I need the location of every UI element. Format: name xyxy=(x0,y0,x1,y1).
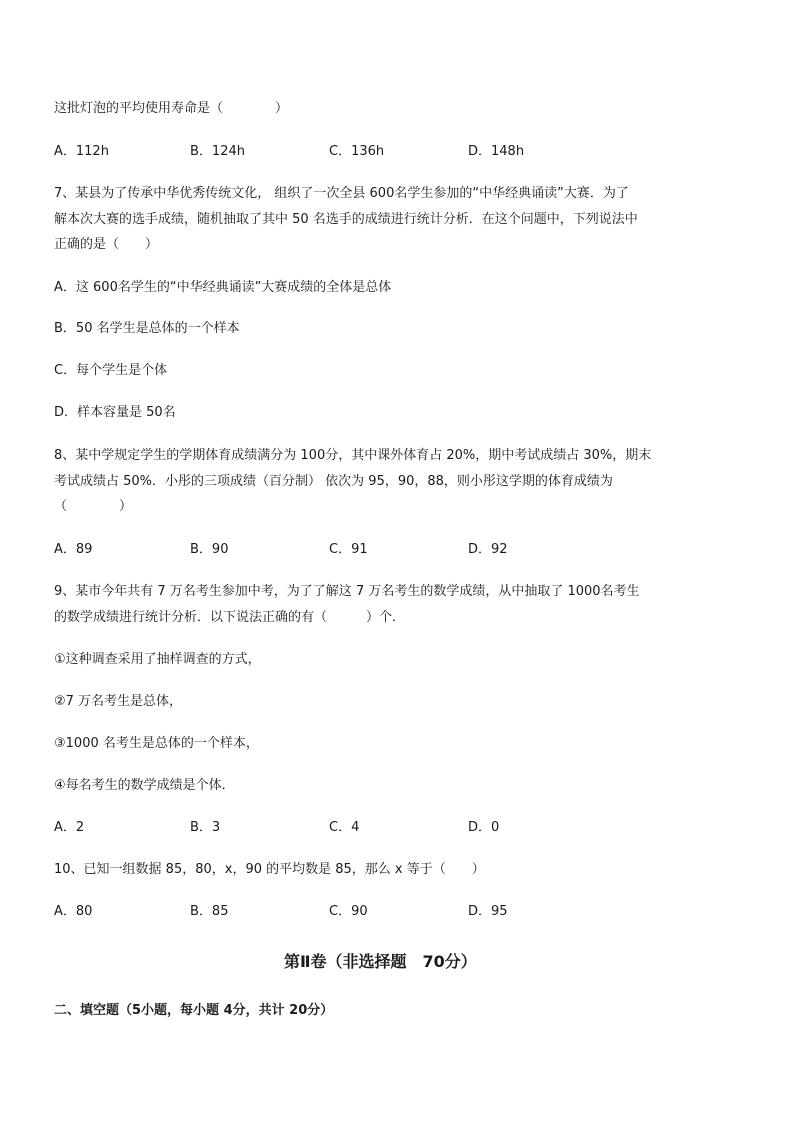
q9-stem-line: 9、某市今年共有 7 万名考生参加中考，为了了解这 7 万名考生的数学成绩，从中抽取了 1000名考生 xyxy=(54,584,640,599)
option-b: B．124h xyxy=(190,144,245,159)
q8-option-b: B．90 xyxy=(190,542,229,557)
q7-option-a: A．这 600名学生的“中华经典诵读”大赛成绩的全体是总体 xyxy=(54,280,392,295)
q10-option-c: C．90 xyxy=(329,904,368,919)
q9-option-d: D．0 xyxy=(468,820,500,835)
q8-option-d: D．92 xyxy=(468,542,508,557)
q10-stem: 10、已知一组数据 85，80，x，90 的平均数是 85，那么 x 等于（ ） xyxy=(54,862,485,877)
q7-option-b: B．50 名学生是总体的一个样本 xyxy=(54,321,240,336)
q10-option-d: D．95 xyxy=(468,904,508,919)
q8-stem-line: （ ） xyxy=(54,499,133,514)
option-c: C．136h xyxy=(329,144,385,159)
q7-stem-line: 解本次大赛的选手成绩，随机抽取了其中 50 名选手的成绩进行统计分析．在这个问题中，下列说法中 xyxy=(54,212,638,227)
q9-statement: ④每名考生的数学成绩是个体． xyxy=(54,778,235,793)
subsection-title: 二、填空题（5小题，每小题 4分，共计 20分） xyxy=(54,1003,334,1018)
question-stem: 这批灯泡的平均使用寿命是（ ） xyxy=(54,101,289,116)
option-d: D．148h xyxy=(468,144,525,159)
q8-stem-line: 8、某中学规定学生的学期体育成绩满分为 100分，其中课外体育占 20%，期中考试成绩占 30%，期末 xyxy=(54,448,652,463)
q8-stem-line: 考试成绩占 50%．小彤的三项成绩（百分制） 依次为 95，90，88，则小彤这学期的体育成绩为 xyxy=(54,474,613,489)
q7-stem-line: 正确的是（ ） xyxy=(54,237,159,252)
q9-stem-line: 的数学成绩进行统计分析．以下说法正确的有（ ）个． xyxy=(54,610,406,625)
q10-option-a: A．80 xyxy=(54,904,93,919)
q7-stem-line: 7、某县为了传承中华优秀传统文化， 组织了一次全县 600名学生参加的“中华经典诵读”大赛．为了 xyxy=(54,186,629,201)
q10-option-b: B．85 xyxy=(190,904,229,919)
q7-option-d: D．样本容量是 50名 xyxy=(54,405,176,420)
q9-option-c: C．4 xyxy=(329,820,360,835)
q7-option-c: C．每个学生是个体 xyxy=(54,363,168,378)
q9-option-a: A．2 xyxy=(54,820,85,835)
q9-statement: ②7 万名考生是总体， xyxy=(54,694,183,709)
q9-statement: ①这种调查采用了抽样调查的方式， xyxy=(54,652,261,667)
q9-option-b: B．3 xyxy=(190,820,221,835)
q8-option-c: C．91 xyxy=(329,542,368,557)
q9-statement: ③1000 名考生是总体的一个样本， xyxy=(54,736,259,751)
option-a: A．112h xyxy=(54,144,109,159)
q8-option-a: A．89 xyxy=(54,542,93,557)
section-title: 第Ⅱ卷（非选择题 70分） xyxy=(284,952,477,971)
